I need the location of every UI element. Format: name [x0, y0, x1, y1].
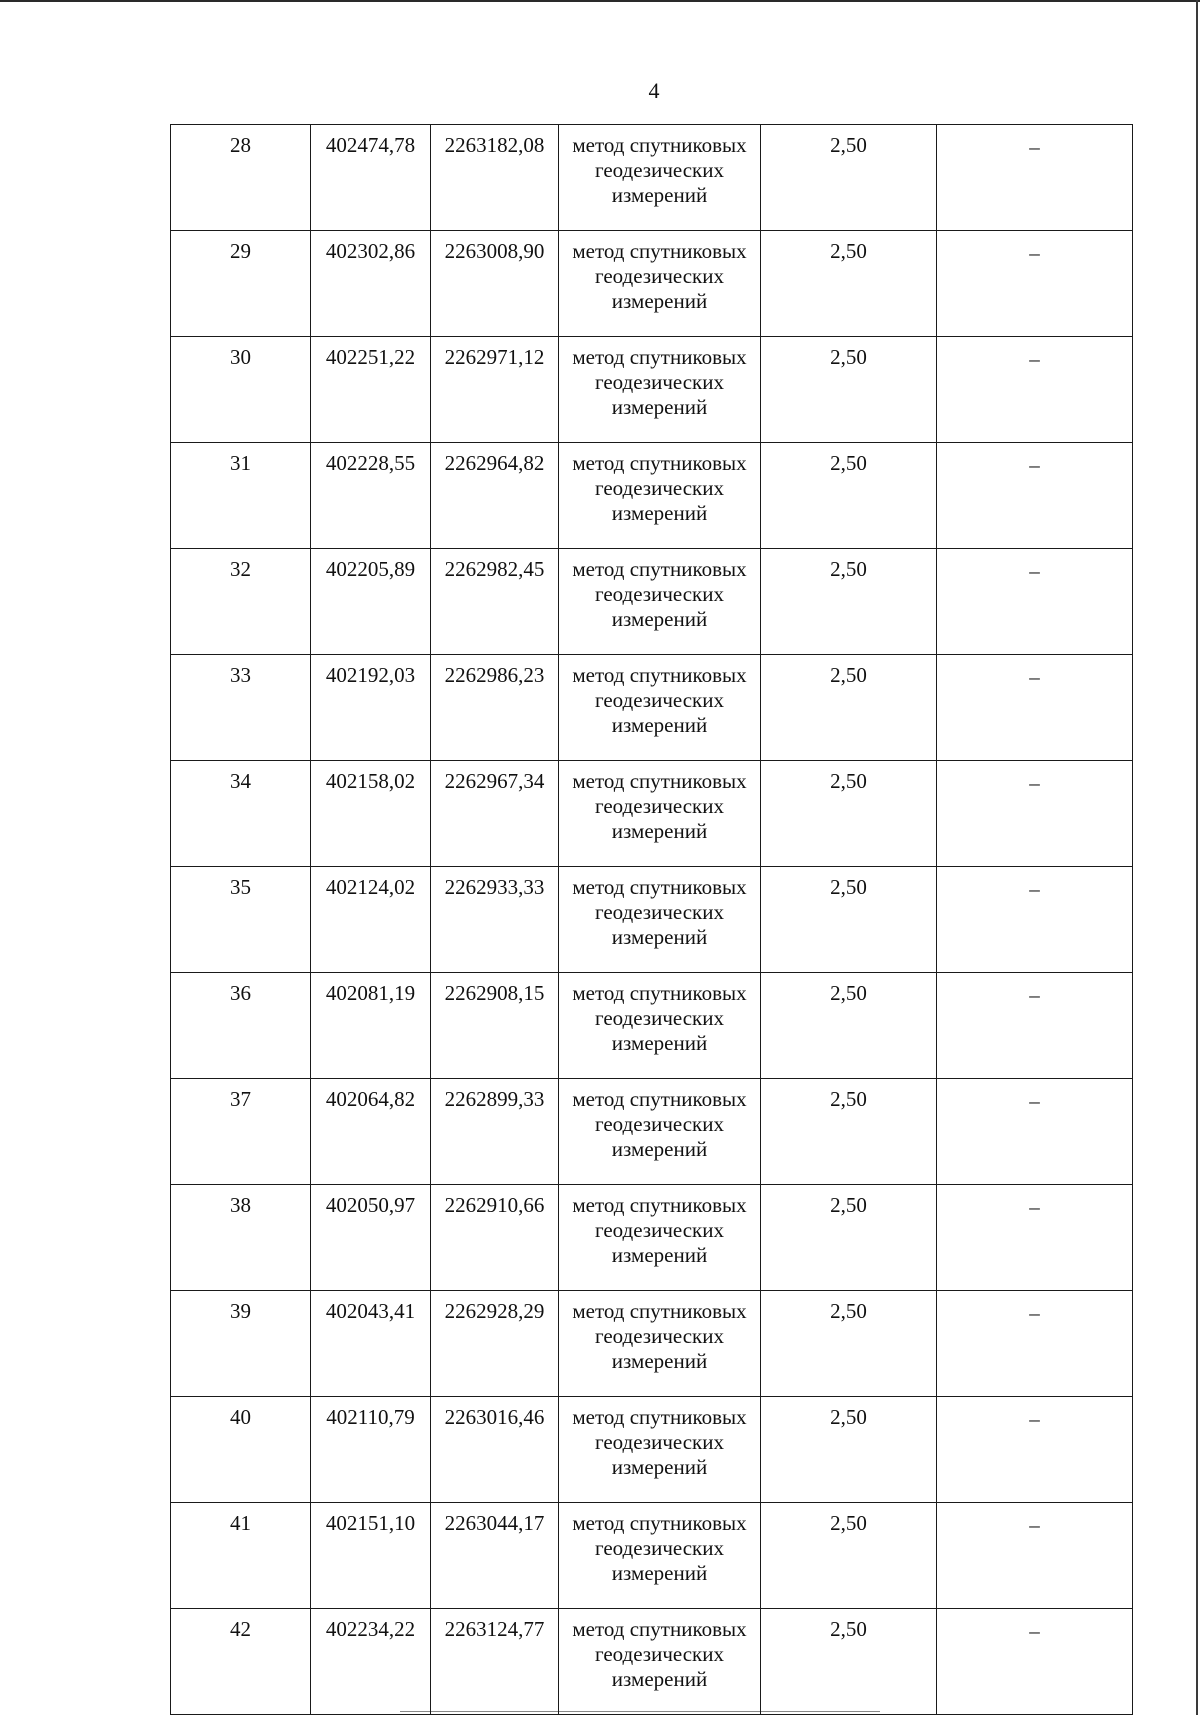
- x-coordinate-cell: 402228,55: [311, 443, 431, 549]
- y-coordinate-cell: 2263016,46: [431, 1397, 559, 1503]
- dash-text: –: [1029, 1089, 1040, 1113]
- dash-text: –: [1029, 453, 1040, 477]
- y-coordinate-cell: 2262908,15: [431, 973, 559, 1079]
- table-row: [171, 867, 1133, 973]
- point-number-cell: 34: [171, 761, 311, 867]
- y-coordinate-cell: 2263008,90: [431, 231, 559, 337]
- dash-text: –: [1029, 877, 1040, 901]
- dash-cell: [937, 1503, 1133, 1609]
- point-number-cell: 36: [171, 973, 311, 1079]
- dash-text: –: [1029, 1407, 1040, 1431]
- method-cell: метод спутниковых геодезических измерений: [559, 1079, 761, 1185]
- method-cell: метод спутниковых геодезических измерений: [559, 655, 761, 761]
- precision-cell: 2,50: [761, 443, 937, 549]
- x-coordinate-cell: 402234,22: [311, 1609, 431, 1715]
- y-coordinate-cell: 2262971,12: [431, 337, 559, 443]
- precision-cell: 2,50: [761, 1503, 937, 1609]
- dash-cell: [937, 973, 1133, 1079]
- x-coordinate-cell: 402151,10: [311, 1503, 431, 1609]
- table-row: [171, 549, 1133, 655]
- table-row: [171, 231, 1133, 337]
- point-number-cell: 33: [171, 655, 311, 761]
- dash-text: –: [1029, 135, 1040, 159]
- dash-cell: [937, 867, 1133, 973]
- method-cell: метод спутниковых геодезических измерений: [559, 973, 761, 1079]
- dash-cell: [937, 761, 1133, 867]
- dash-cell: [937, 231, 1133, 337]
- y-coordinate-cell: 2262964,82: [431, 443, 559, 549]
- x-coordinate-cell: 402192,03: [311, 655, 431, 761]
- page-edge-top: [0, 0, 1200, 2]
- table-row: [171, 1185, 1133, 1291]
- dash-cell: [937, 655, 1133, 761]
- page-edge-right: [1196, 0, 1198, 1715]
- y-coordinate-cell: 2262982,45: [431, 549, 559, 655]
- precision-cell: 2,50: [761, 337, 937, 443]
- dash-cell: [937, 549, 1133, 655]
- method-cell: метод спутниковых геодезических измерений: [559, 867, 761, 973]
- precision-cell: 2,50: [761, 1609, 937, 1715]
- table-row: [171, 761, 1133, 867]
- table-row: [171, 1079, 1133, 1185]
- method-cell: метод спутниковых геодезических измерений: [559, 761, 761, 867]
- dash-text: –: [1029, 1513, 1040, 1537]
- x-coordinate-cell: 402081,19: [311, 973, 431, 1079]
- point-number-cell: 39: [171, 1291, 311, 1397]
- precision-cell: 2,50: [761, 549, 937, 655]
- x-coordinate-cell: 402205,89: [311, 549, 431, 655]
- method-cell: метод спутниковых геодезических измерений: [559, 1503, 761, 1609]
- y-coordinate-cell: 2262899,33: [431, 1079, 559, 1185]
- point-number-cell: 42: [171, 1609, 311, 1715]
- point-number-cell: 40: [171, 1397, 311, 1503]
- table-row: [171, 655, 1133, 761]
- y-coordinate-cell: 2262967,34: [431, 761, 559, 867]
- precision-cell: 2,50: [761, 1397, 937, 1503]
- y-coordinate-cell: 2262933,33: [431, 867, 559, 973]
- method-cell: метод спутниковых геодезических измерений: [559, 1397, 761, 1503]
- x-coordinate-cell: 402050,97: [311, 1185, 431, 1291]
- table-row: [171, 443, 1133, 549]
- x-coordinate-cell: 402474,78: [311, 125, 431, 231]
- precision-cell: 2,50: [761, 1079, 937, 1185]
- precision-cell: 2,50: [761, 1291, 937, 1397]
- dash-cell: [937, 1291, 1133, 1397]
- y-coordinate-cell: 2262986,23: [431, 655, 559, 761]
- precision-cell: 2,50: [761, 761, 937, 867]
- x-coordinate-cell: 402251,22: [311, 337, 431, 443]
- dash-text: –: [1029, 1619, 1040, 1643]
- point-number-cell: 41: [171, 1503, 311, 1609]
- x-coordinate-cell: 402158,02: [311, 761, 431, 867]
- page-number: 4: [648, 78, 660, 103]
- point-number-cell: 30: [171, 337, 311, 443]
- method-cell: метод спутниковых геодезических измерений: [559, 231, 761, 337]
- method-cell: метод спутниковых геодезических измерений: [559, 125, 761, 231]
- x-coordinate-cell: 402110,79: [311, 1397, 431, 1503]
- x-coordinate-cell: 402043,41: [311, 1291, 431, 1397]
- method-cell: метод спутниковых геодезических измерений: [559, 337, 761, 443]
- dash-cell: [937, 1609, 1133, 1715]
- dash-text: –: [1029, 559, 1040, 583]
- x-coordinate-cell: 402064,82: [311, 1079, 431, 1185]
- dash-text: –: [1029, 665, 1040, 689]
- precision-cell: 2,50: [761, 1185, 937, 1291]
- dash-text: –: [1029, 241, 1040, 265]
- table-row: [171, 1609, 1133, 1715]
- dash-text: –: [1029, 983, 1040, 1007]
- method-cell: метод спутниковых геодезических измерений: [559, 1609, 761, 1715]
- x-coordinate-cell: 402124,02: [311, 867, 431, 973]
- point-number-cell: 31: [171, 443, 311, 549]
- dash-cell: [937, 125, 1133, 231]
- table-row: [171, 1291, 1133, 1397]
- table-row: [171, 125, 1133, 231]
- dash-text: –: [1029, 1195, 1040, 1219]
- precision-cell: 2,50: [761, 867, 937, 973]
- table-row: [171, 1397, 1133, 1503]
- precision-cell: 2,50: [761, 231, 937, 337]
- x-coordinate-cell: 402302,86: [311, 231, 431, 337]
- dash-cell: [937, 337, 1133, 443]
- y-coordinate-cell: 2262910,66: [431, 1185, 559, 1291]
- y-coordinate-cell: 2263182,08: [431, 125, 559, 231]
- point-number-cell: 32: [171, 549, 311, 655]
- method-cell: метод спутниковых геодезических измерений: [559, 549, 761, 655]
- y-coordinate-cell: 2263044,17: [431, 1503, 559, 1609]
- precision-cell: 2,50: [761, 973, 937, 1079]
- point-number-cell: 28: [171, 125, 311, 231]
- precision-cell: 2,50: [761, 655, 937, 761]
- precision-cell: 2,50: [761, 125, 937, 231]
- dash-cell: [937, 1397, 1133, 1503]
- coordinates-table-body: [171, 125, 1133, 1715]
- table-row: [171, 1503, 1133, 1609]
- table-row: [171, 337, 1133, 443]
- dash-text: –: [1029, 1301, 1040, 1325]
- coordinates-table: [170, 124, 1133, 1715]
- dash-cell: [937, 443, 1133, 549]
- table-row: [171, 973, 1133, 1079]
- method-cell: метод спутниковых геодезических измерений: [559, 1291, 761, 1397]
- dash-cell: [937, 1185, 1133, 1291]
- point-number-cell: 29: [171, 231, 311, 337]
- method-cell: метод спутниковых геодезических измерений: [559, 1185, 761, 1291]
- dash-cell: [937, 1079, 1133, 1185]
- point-number-cell: 35: [171, 867, 311, 973]
- point-number-cell: 37: [171, 1079, 311, 1185]
- point-number-cell: 38: [171, 1185, 311, 1291]
- dash-text: –: [1029, 771, 1040, 795]
- y-coordinate-cell: 2263124,77: [431, 1609, 559, 1715]
- y-coordinate-cell: 2262928,29: [431, 1291, 559, 1397]
- method-cell: метод спутниковых геодезических измерений: [559, 443, 761, 549]
- dash-text: –: [1029, 347, 1040, 371]
